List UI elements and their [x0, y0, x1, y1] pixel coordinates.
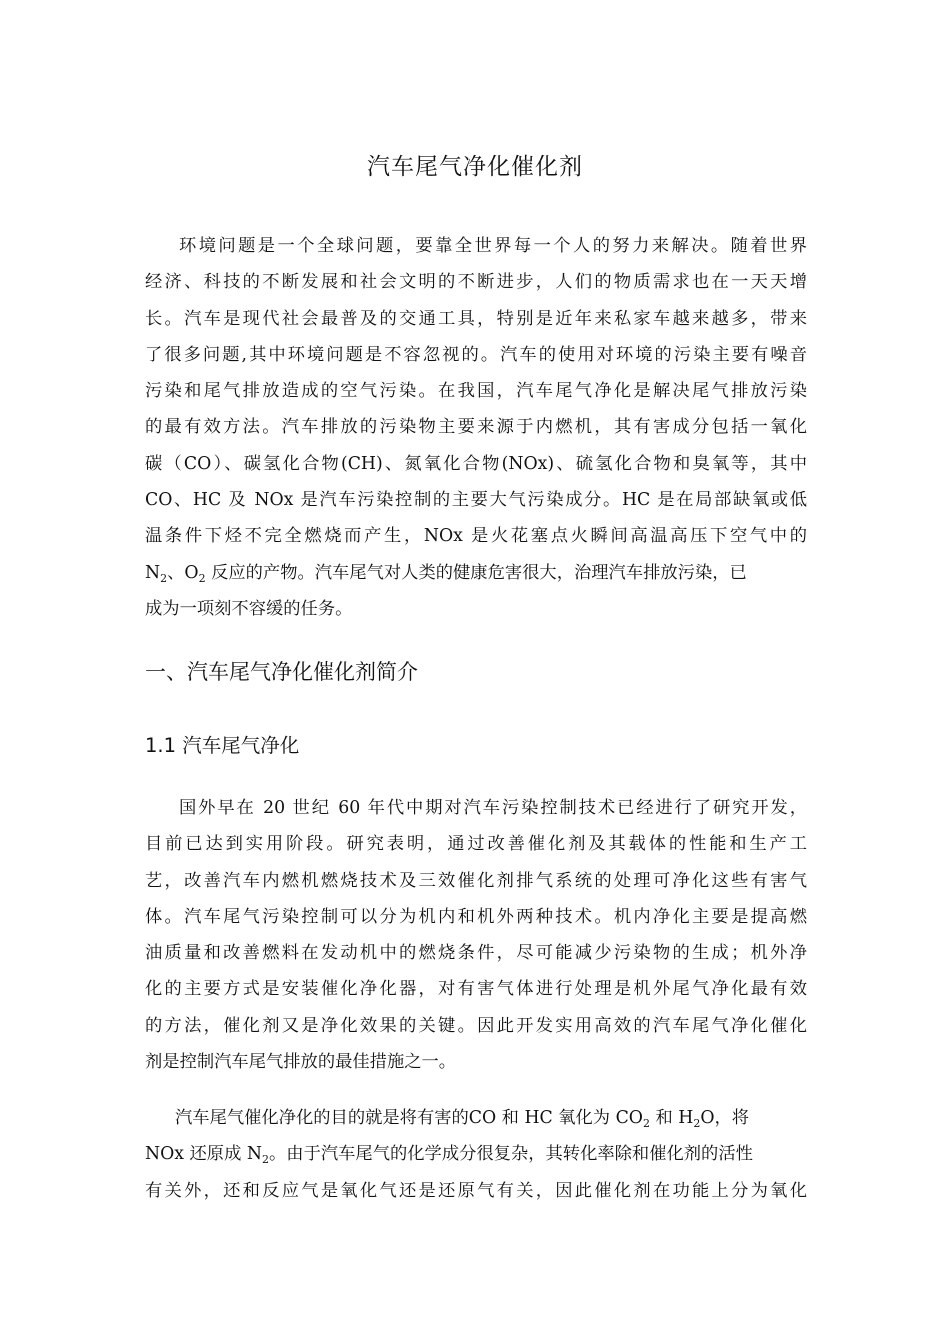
subscript: 2	[160, 571, 168, 585]
text-fragment: O，将	[700, 1108, 750, 1128]
subscript: 2	[262, 1153, 269, 1167]
text-fragment: 反应的产物。汽车尾气对人类的健康危害很大，治理汽车排放污染，已	[205, 562, 747, 583]
text-line: 体。汽车尾气污染控制可以分为机内和机外两种技术。机内净化主要是提高燃	[145, 906, 807, 927]
subscript: 2	[693, 1117, 701, 1130]
text-line: 经济、科技的不断发展和社会文明的不断进步，人们的物质需求也在一天天增	[145, 272, 807, 293]
formula-o: 、O	[167, 562, 199, 583]
body-paragraph	[145, 790, 807, 1080]
text-line-formula	[145, 1100, 807, 1136]
text-line: 环境问题是一个全球问题，要靠全世界每一个人的努力来解决。随着世界	[179, 236, 807, 256]
text-line-formula	[145, 1136, 807, 1172]
text-line: 剂是控制汽车尾气排放的最佳措施之一。	[145, 1052, 457, 1073]
text-fragment: NOx 还原成 N	[145, 1144, 262, 1165]
text-line: 的方法，催化剂又是净化效果的关键。因此开发实用高效的汽车尾气净化催化	[145, 1015, 807, 1036]
text-line: 碳（CO）、碳氢化合物(CH)、氮氧化合物(NOx)、硫氢化合物和臭氧等，其中	[145, 453, 807, 474]
document-title: 汽车尾气净化催化剂	[367, 154, 583, 180]
text-line: 了很多问题,其中环境问题是不容忽视的。汽车的使用对环境的污染主要有噪音	[145, 344, 807, 365]
section-heading: 一、汽车尾气净化催化剂简介	[145, 660, 418, 684]
intro-paragraph	[145, 228, 807, 627]
text-line: 温条件下烃不完全燃烧而产生，NOx 是火花塞点火瞬间高温高压下空气中的	[145, 526, 807, 547]
formula-n: N	[145, 562, 161, 583]
text-line: 艺，改善汽车内燃机燃烧技术及三效催化剂排气系统的处理可净化这些有害气	[145, 870, 807, 891]
text-fragment: 汽车尾气催化净化的目的就是将有害的CO 和 HC 氧化为 CO	[175, 1108, 643, 1128]
text-line: 的最有效方法。汽车排放的污染物主要来源于内燃机，其有害成分包括一氧化	[145, 417, 807, 438]
text-fragment: 。由于汽车尾气的化学成分很复杂，其转化率除和催化剂的活性	[269, 1144, 753, 1165]
text-fragment: 和 H	[649, 1108, 694, 1128]
text-line: CO、HC 及 NOx 是汽车污染控制的主要大气污染成分。HC 是在局部缺氧或低	[145, 490, 807, 511]
text-line: 化的主要方式是安装催化净化器，对有害气体进行处理是机外尾气净化最有效	[145, 979, 807, 1000]
subsection-heading: 1.1 汽车尾气净化	[145, 734, 300, 757]
text-line: 长。汽车是现代社会最普及的交通工具，特别是近年来私家车越来越多，带来	[145, 308, 807, 329]
subscript: 2	[198, 571, 206, 585]
text-line: 国外早在 20 世纪 60 年代中期对汽车污染控制技术已经进行了研究开发，	[179, 798, 807, 818]
text-line: 油质量和改善燃料在发动机中的燃烧条件，尽可能减少污染物的生成；机外净	[145, 943, 807, 964]
text-line-formula	[145, 555, 807, 591]
subscript: 2	[642, 1117, 650, 1130]
text-line: 成为一项刻不容缓的任务。	[145, 598, 353, 619]
text-line: 目前已达到实用阶段。研究表明，通过改善催化剂及其载体的性能和生产工	[145, 834, 807, 855]
text-line: 有关外，还和反应气是氧化气还是还原气有关，因此催化剂在功能上分为氧化	[145, 1180, 807, 1201]
text-line: 污染和尾气排放造成的空气污染。在我国，汽车尾气净化是解决尾气排放污染	[145, 381, 807, 402]
body-paragraph	[145, 1100, 807, 1209]
